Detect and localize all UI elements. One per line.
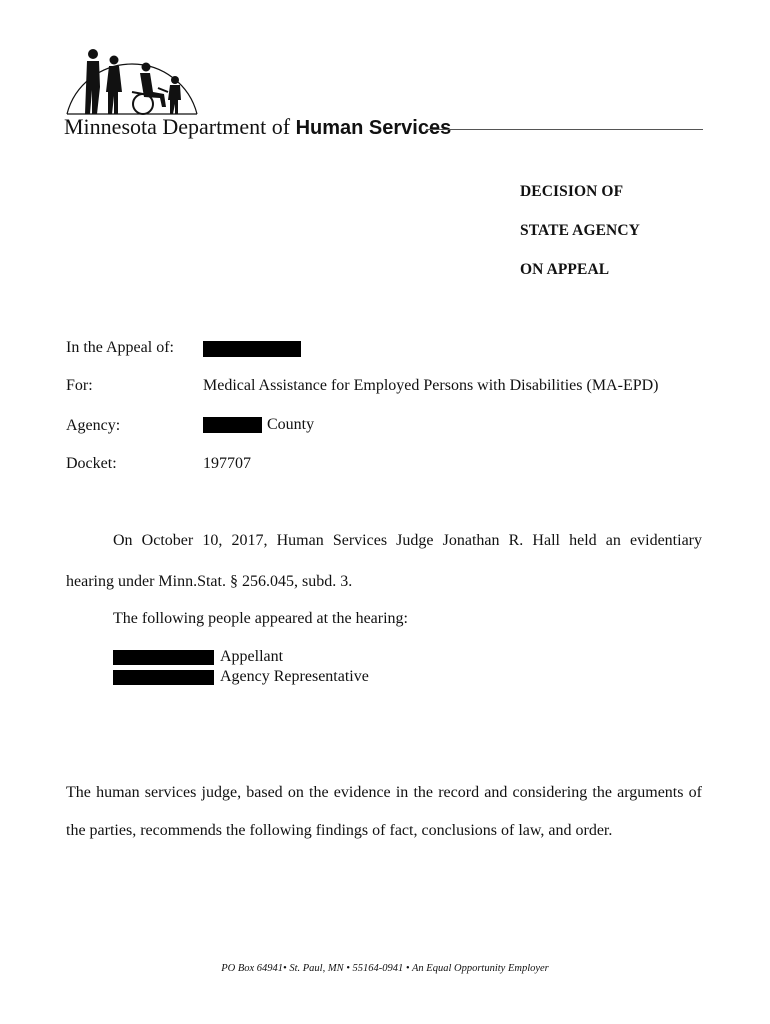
appearance-role: Appellant — [220, 648, 284, 665]
department-name-regular: Minnesota Department of — [64, 114, 291, 139]
title-line-2: STATE AGENCY — [520, 222, 640, 239]
family-with-wheelchair-logo-icon — [64, 42, 204, 117]
appearance-redaction-bar — [113, 670, 214, 685]
department-name — [64, 114, 451, 140]
agency-suffix: County — [267, 416, 315, 433]
department-name-bold: Human Services — [295, 117, 452, 139]
agency-value — [203, 416, 314, 434]
hearing-line-2: hearing under Minn.Stat. § 256.045, subd. 3. — [66, 573, 353, 590]
title-line-3: ON APPEAL — [520, 261, 610, 278]
letterhead-rule — [426, 129, 703, 130]
appearance-row — [113, 668, 369, 686]
findings-line-2: the parties, recommends the following findings of fact, conclusions of law, and order. — [66, 822, 613, 839]
footer-address: PO Box 64941• St. Paul, MN • 55164-0941 • An Equal Opportunity Employer — [221, 963, 549, 974]
letterhead — [64, 42, 704, 142]
appearance-row — [113, 648, 283, 666]
appearance-redaction-bar — [113, 650, 214, 665]
for-value: Medical Assistance for Employed Persons with Disabilities (MA-EPD) — [203, 377, 659, 394]
for-label: For: — [66, 377, 93, 394]
hearing-line-1: On October 10, 2017, Human Services Judge Jonathan R. Hall held an evidentiary — [113, 532, 702, 549]
appeal-label: In the Appeal of: — [66, 339, 174, 356]
redaction-bar — [203, 341, 301, 357]
findings-line-1: The human services judge, based on the evidence in the record and considering the arguments of — [66, 784, 702, 801]
appeared-intro: The following people appeared at the hearing: — [113, 610, 408, 627]
title-line-1: DECISION OF — [520, 183, 624, 200]
appearance-role: Agency Representative — [220, 668, 369, 685]
agency-label: Agency: — [66, 417, 121, 434]
docket-label: Docket: — [66, 455, 117, 472]
appellant-name-redacted — [203, 341, 301, 362]
agency-redaction-bar — [203, 417, 262, 433]
docket-value: 197707 — [203, 455, 251, 472]
